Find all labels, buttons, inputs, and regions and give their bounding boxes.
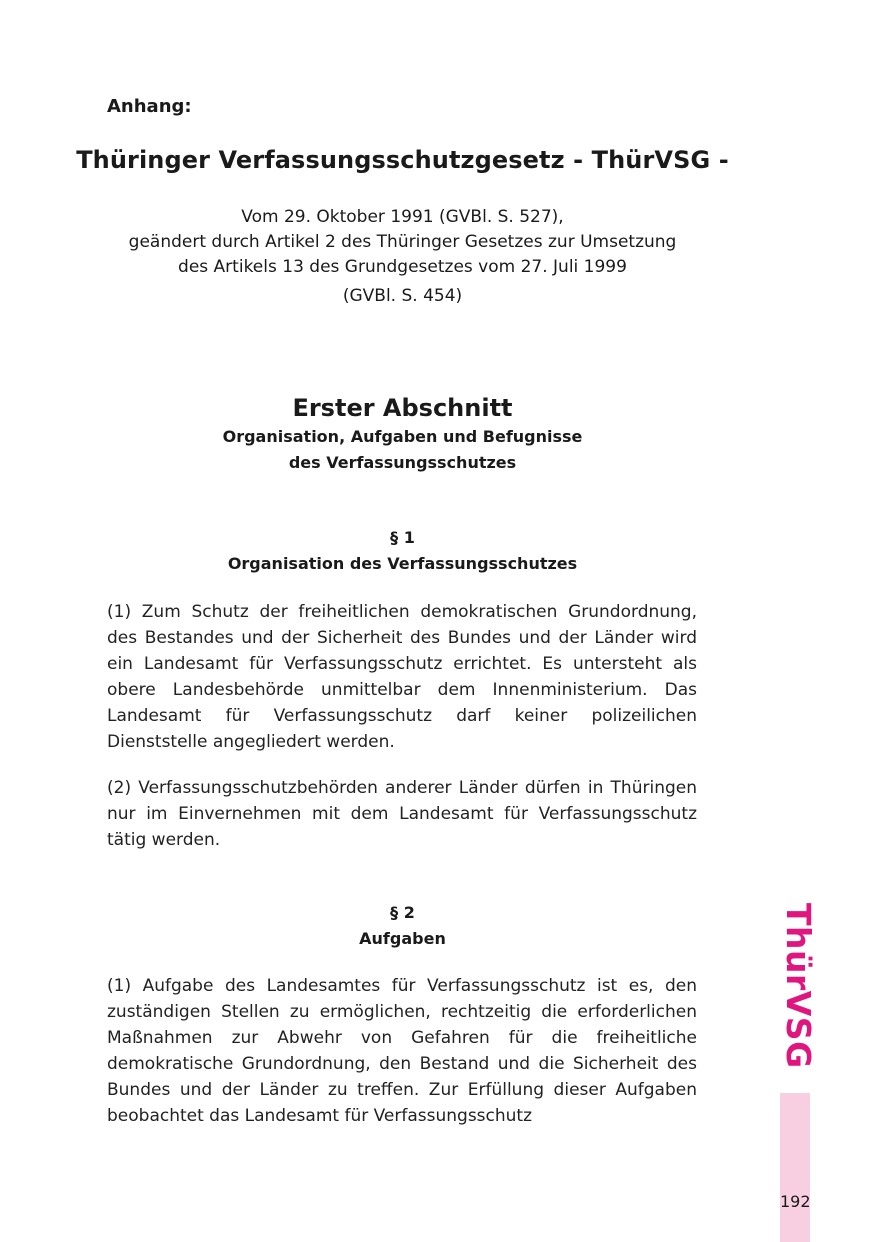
paragraph-2-heading	[0, 900, 805, 952]
document-title: Thüringer Verfassungsschutzgesetz - ThürVSG -	[76, 146, 729, 174]
paragraph-2-number: § 2	[390, 903, 415, 922]
chapter-tab-label: ThürVSG	[779, 903, 818, 1069]
meta-line-3: des Artikels 13 des Grundgesetzes vom 27. Juli 1999	[178, 257, 627, 277]
section-heading	[0, 392, 805, 476]
meta-line-1: Vom 29. Oktober 1991 (GVBl. S. 527),	[241, 207, 564, 227]
paragraph-1-clause-2: (2) Verfassungsschutzbehörden anderer Länder dürfen in Thüringen nur im Einvernehmen mit dem Landesamt für Verfassungsschutz tätig werden.	[107, 778, 697, 850]
section-subtitle-line-1: Organisation, Aufgaben und Befugnisse	[222, 427, 583, 446]
law-metadata	[0, 205, 805, 309]
section-title: Erster Abschnitt	[292, 394, 513, 422]
section-subtitle-line-2: des Verfassungsschutzes	[288, 453, 517, 472]
paragraph-1-heading	[0, 525, 805, 577]
meta-line-2: geändert durch Artikel 2 des Thüringer Gesetzes zur Umsetzung	[128, 232, 677, 252]
meta-gvbl-reference: (GVBl. S. 454)	[342, 286, 463, 306]
appendix-label: Anhang:	[107, 96, 192, 117]
paragraph-2-clause-1: (1) Aufgabe des Landesamtes für Verfassungsschutz ist es, den zuständigen Stellen zu ermöglichen, rechtzeitig die erforderlichen Maßnahmen zur Abwehr von Gefahren für die freiheitliche demokratische Grundordnung, den Bestand und die Sicherheit des Bundes und der Länder zu treffen. Zur Erfüllung dieser Aufgaben beobachtet das Landesamt für Verfassungsschutz	[107, 976, 697, 1126]
paragraph-2-title: Aufgaben	[359, 929, 446, 948]
paragraph-1-clause-1: (1) Zum Schutz der freiheitlichen demokratischen Grundordnung, des Bestandes und der Sicherheit des Bundes und der Länder wird ein Landesamt für Verfassungsschutz errichtet. Es untersteht als obere Landesbehörde unmittelbar dem Innenministerium. Das Landesamt für Verfassungsschutz darf keiner polizeilichen Dienststelle angegliedert werden.	[107, 602, 697, 752]
page-edge-marker	[780, 1093, 810, 1242]
page-number: 192	[780, 1192, 811, 1211]
paragraph-1-title: Organisation des Verfassungsschutzes	[227, 554, 578, 573]
paragraph-1-number: § 1	[390, 528, 415, 547]
